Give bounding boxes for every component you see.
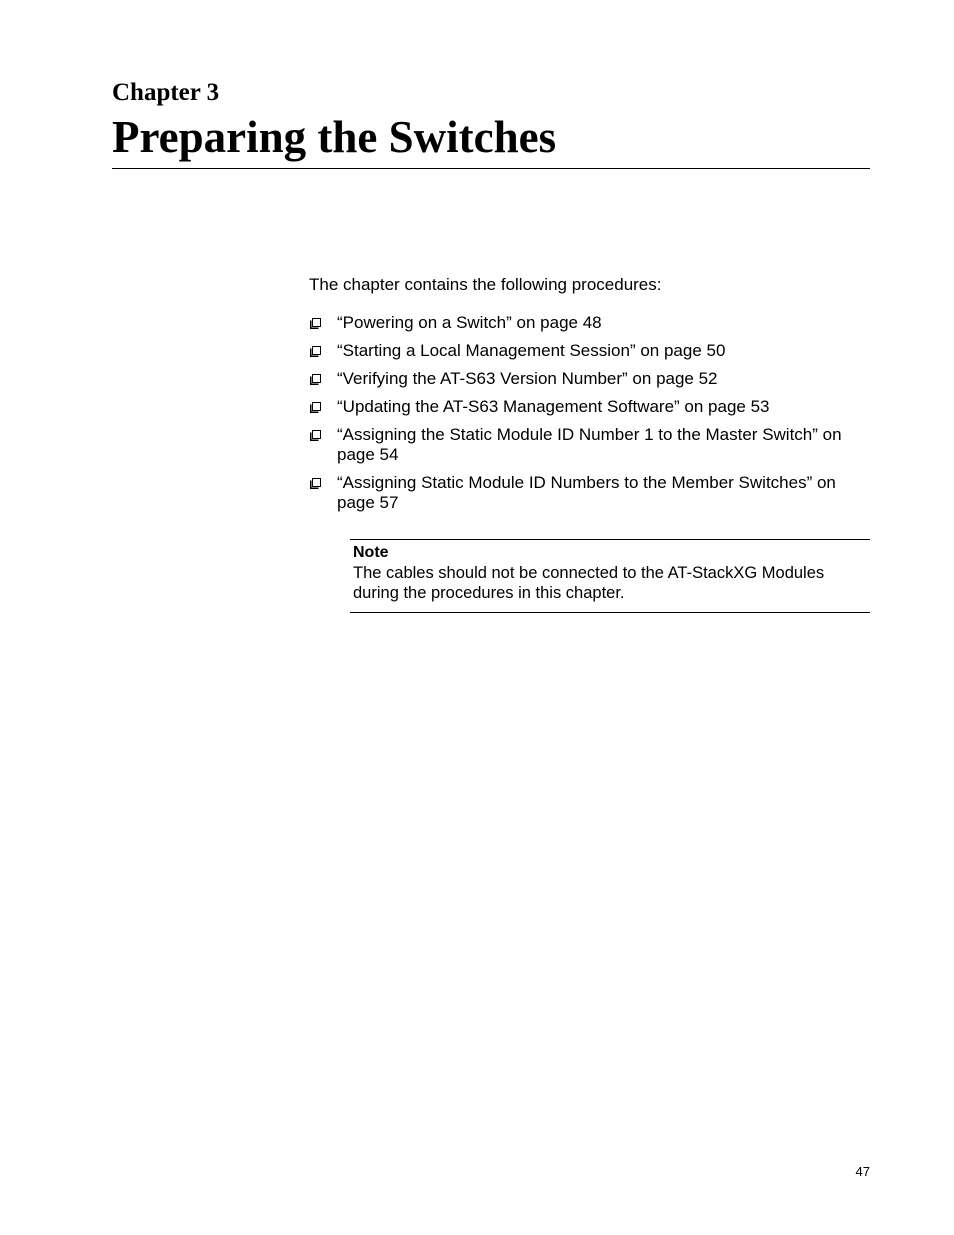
procedure-link-text[interactable]: “Assigning Static Module ID Numbers to the Member Switches” on page 57 bbox=[337, 473, 836, 512]
procedure-link-text[interactable]: “Starting a Local Management Session” on page 50 bbox=[337, 341, 726, 360]
procedure-link-text[interactable]: “Updating the AT-S63 Management Software” on page 53 bbox=[337, 397, 770, 416]
checkbox-outline-icon bbox=[310, 318, 321, 329]
procedure-link-text[interactable]: “Assigning the Static Module ID Number 1 to the Master Switch” on page 54 bbox=[337, 425, 842, 464]
list-item bbox=[309, 473, 854, 513]
title-divider bbox=[112, 168, 870, 169]
list-item bbox=[309, 397, 854, 417]
procedure-list bbox=[309, 313, 854, 521]
procedure-link-text[interactable]: “Verifying the AT-S63 Version Number” on page 52 bbox=[337, 369, 718, 388]
list-item bbox=[309, 341, 854, 361]
checkbox-outline-icon bbox=[310, 374, 321, 385]
checkbox-outline-icon bbox=[310, 430, 321, 441]
procedure-link-text[interactable]: “Powering on a Switch” on page 48 bbox=[337, 313, 602, 332]
checkbox-outline-icon bbox=[310, 402, 321, 413]
intro-text: The chapter contains the following procedures: bbox=[309, 275, 662, 294]
note-title: Note bbox=[353, 544, 389, 561]
checkbox-outline-icon bbox=[310, 478, 321, 489]
checkbox-outline-icon bbox=[310, 346, 321, 357]
note-box bbox=[350, 539, 870, 613]
chapter-title: Preparing the Switches bbox=[112, 112, 557, 162]
list-item bbox=[309, 369, 854, 389]
list-item bbox=[309, 425, 854, 465]
list-item bbox=[309, 313, 854, 333]
note-body: The cables should not be connected to the AT-StackXG Modules during the procedures in this chapter. bbox=[353, 564, 825, 602]
page-number: 47 bbox=[855, 1164, 870, 1179]
chapter-label: Chapter 3 bbox=[112, 79, 220, 106]
